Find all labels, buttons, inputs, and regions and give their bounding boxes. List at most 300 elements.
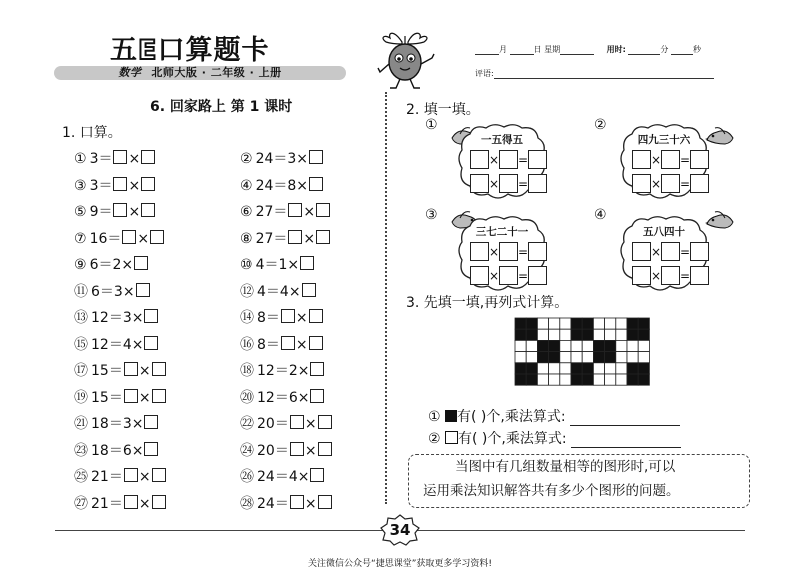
calc-problem bbox=[240, 307, 324, 327]
answer-box[interactable] bbox=[152, 495, 166, 509]
times-sign: × bbox=[489, 244, 500, 259]
grid-cell-black bbox=[549, 340, 560, 351]
second-field[interactable] bbox=[671, 45, 693, 55]
answer-box[interactable] bbox=[632, 150, 651, 169]
answer-box[interactable] bbox=[316, 203, 330, 217]
problem-number: ⑳ bbox=[240, 389, 254, 406]
problem-number: ⑫ bbox=[240, 283, 254, 300]
answer-box[interactable] bbox=[288, 203, 302, 217]
answer-box[interactable] bbox=[470, 266, 489, 285]
grid-cell-black bbox=[582, 363, 593, 374]
grid-cell-white bbox=[571, 340, 582, 351]
grid-cell-white bbox=[549, 329, 560, 340]
logo-e-letter: E bbox=[138, 35, 158, 66]
grid-cell-black bbox=[571, 318, 582, 329]
equals-sign: = bbox=[518, 152, 529, 167]
subject-label: 数学 bbox=[118, 66, 142, 79]
equals-sign: = bbox=[680, 176, 691, 191]
problem-expression: 3＝ bbox=[89, 151, 113, 167]
logo-text-1: 五 bbox=[110, 35, 138, 66]
grid-svg bbox=[514, 317, 650, 386]
grid-cell-white bbox=[593, 363, 604, 374]
grid-cell-white bbox=[605, 318, 616, 329]
answer-box[interactable] bbox=[470, 150, 489, 169]
grid-cell-black bbox=[605, 340, 616, 351]
day-label: 日 bbox=[533, 45, 542, 54]
problem-expression: 20＝ bbox=[257, 442, 289, 459]
grid-cell-black bbox=[582, 318, 593, 329]
problem-number: ⑰ bbox=[74, 363, 88, 379]
subject-bar bbox=[54, 66, 346, 80]
cloud-number: ③ bbox=[425, 207, 438, 223]
problem-expression: 18＝3× bbox=[91, 416, 144, 432]
answer-box[interactable] bbox=[690, 266, 709, 285]
grid-cell-white bbox=[537, 329, 548, 340]
grid-cell-white bbox=[616, 329, 627, 340]
problem-expression: 21＝ bbox=[91, 495, 123, 512]
cloud-number: ④ bbox=[594, 207, 607, 223]
answer-box[interactable] bbox=[122, 230, 136, 244]
answer-box[interactable] bbox=[113, 150, 127, 164]
equals-sign: = bbox=[518, 176, 529, 191]
problem-operator: × bbox=[138, 495, 151, 512]
problem-number: ③ bbox=[74, 177, 87, 194]
answer-box[interactable] bbox=[690, 174, 709, 193]
problem-operator: × bbox=[128, 151, 141, 167]
second-label: 秒 bbox=[692, 45, 701, 54]
grid-cell-black bbox=[526, 374, 537, 385]
grid-cell-black bbox=[537, 340, 548, 351]
answer-box[interactable] bbox=[281, 336, 295, 350]
problem-expression: 12＝6× bbox=[257, 389, 310, 406]
equation-row bbox=[632, 242, 709, 261]
cloud-number: ② bbox=[594, 117, 607, 133]
answer-box[interactable] bbox=[144, 309, 158, 323]
problem-expression: 6＝2× bbox=[89, 257, 134, 273]
answer-box[interactable] bbox=[141, 177, 155, 191]
grid-cell-white bbox=[616, 340, 627, 351]
problem-expression: 4＝4× bbox=[257, 283, 301, 300]
grid-cell-white bbox=[582, 352, 593, 363]
calc-problem bbox=[74, 281, 151, 301]
grid-cell-white bbox=[560, 352, 571, 363]
problem-operator: × bbox=[303, 230, 316, 247]
card-logo bbox=[110, 28, 269, 67]
problem-operator: × bbox=[138, 469, 151, 485]
answer-box[interactable] bbox=[281, 309, 295, 323]
answer-box[interactable] bbox=[470, 174, 489, 193]
answer-box[interactable] bbox=[113, 203, 127, 217]
q1-text: 有( )个,乘法算式: bbox=[457, 409, 566, 425]
q2-text: 有( )个,乘法算式: bbox=[458, 431, 567, 447]
q2-number: ② bbox=[428, 431, 441, 447]
q2-answer-line[interactable] bbox=[571, 433, 681, 448]
problem-expression: 24＝8× bbox=[255, 177, 309, 194]
grid-cell-white bbox=[537, 318, 548, 329]
times-sign: × bbox=[651, 268, 662, 283]
problem-operator: × bbox=[304, 442, 317, 459]
grid-cell-white bbox=[638, 340, 649, 351]
answer-box[interactable] bbox=[124, 468, 138, 482]
problem-number: ⑨ bbox=[74, 257, 87, 273]
problem-operator: × bbox=[304, 416, 317, 432]
calc-problem bbox=[240, 254, 315, 274]
answer-box[interactable] bbox=[470, 242, 489, 261]
answer-box[interactable] bbox=[309, 336, 323, 350]
logo-text-2: 口算题卡 bbox=[157, 35, 270, 66]
answer-box[interactable] bbox=[113, 177, 127, 191]
answer-box[interactable] bbox=[144, 442, 158, 456]
month-field[interactable] bbox=[475, 45, 499, 55]
grid-cell-black bbox=[605, 352, 616, 363]
page-number: 34 bbox=[389, 521, 411, 539]
answer-box[interactable] bbox=[152, 468, 166, 482]
problem-expression: 24＝4× bbox=[257, 469, 310, 485]
answer-box[interactable] bbox=[318, 442, 332, 456]
answer-box[interactable] bbox=[150, 230, 164, 244]
problem-expression: 24＝ bbox=[257, 495, 289, 512]
problem-number: ④ bbox=[240, 177, 253, 194]
problem-number: ⑲ bbox=[74, 389, 88, 406]
calc-problem bbox=[240, 493, 333, 513]
answer-box[interactable] bbox=[661, 174, 680, 193]
calc-problem bbox=[74, 466, 167, 486]
answer-box[interactable] bbox=[290, 442, 304, 456]
times-sign: × bbox=[489, 152, 500, 167]
grid-cell-black bbox=[571, 363, 582, 374]
grid-cell-white bbox=[560, 363, 571, 374]
grid-cell-black bbox=[593, 340, 604, 351]
answer-box[interactable] bbox=[144, 336, 158, 350]
grid-cell-black bbox=[627, 329, 638, 340]
calc-problem bbox=[74, 387, 167, 407]
answer-box[interactable] bbox=[288, 230, 302, 244]
answer-box[interactable] bbox=[152, 389, 166, 403]
answer-box[interactable] bbox=[152, 362, 166, 376]
lesson-title: 6. 回家路上 第 1 课时 bbox=[150, 99, 293, 115]
calc-problem bbox=[74, 413, 159, 433]
problem-number: ⑧ bbox=[240, 230, 253, 247]
calc-problem bbox=[74, 175, 156, 195]
times-sign: × bbox=[651, 152, 662, 167]
answer-box[interactable] bbox=[124, 495, 138, 509]
calc-problem bbox=[240, 175, 324, 195]
calc-problem bbox=[74, 334, 159, 354]
grid-cell-white bbox=[627, 352, 638, 363]
answer-box[interactable] bbox=[528, 174, 547, 193]
equation-row bbox=[470, 150, 547, 169]
answer-box[interactable] bbox=[528, 242, 547, 261]
answer-box[interactable] bbox=[528, 266, 547, 285]
week-label: 星期 bbox=[544, 45, 561, 54]
grid-cell-white bbox=[616, 363, 627, 374]
problem-number: ㉓ bbox=[74, 442, 88, 459]
grid-cell-white bbox=[616, 318, 627, 329]
grid-cell-black bbox=[627, 318, 638, 329]
section3-title: 3. 先填一填,再列式计算。 bbox=[406, 295, 569, 311]
answer-box[interactable] bbox=[528, 150, 547, 169]
grid-cell-white bbox=[582, 340, 593, 351]
answer-box[interactable] bbox=[661, 150, 680, 169]
problem-expression: 27＝ bbox=[255, 230, 288, 247]
equation-row bbox=[470, 266, 547, 285]
answer-box[interactable] bbox=[661, 242, 680, 261]
grid-cell-black bbox=[638, 363, 649, 374]
times-sign: × bbox=[489, 176, 500, 191]
equals-sign: = bbox=[680, 244, 691, 259]
problem-number: ⑥ bbox=[240, 204, 253, 220]
problem-expression: 15＝ bbox=[91, 389, 123, 406]
multiplication-rhyme: 一五得五 bbox=[481, 134, 523, 146]
comment-line bbox=[475, 68, 714, 79]
problem-operator: × bbox=[295, 336, 308, 353]
problem-expression: 4＝1× bbox=[255, 257, 300, 273]
answer-box[interactable] bbox=[690, 150, 709, 169]
grid-cell-white bbox=[549, 363, 560, 374]
grid-cell-black bbox=[515, 329, 526, 340]
calc-problem bbox=[240, 413, 333, 433]
problem-expression: 15＝ bbox=[91, 363, 123, 379]
answer-box[interactable] bbox=[310, 362, 324, 376]
grid-cell-black bbox=[627, 363, 638, 374]
section3-question2 bbox=[428, 428, 681, 448]
answer-box[interactable] bbox=[302, 283, 316, 297]
hint-box bbox=[408, 454, 750, 508]
problem-number: ⑮ bbox=[74, 336, 88, 353]
answer-box[interactable] bbox=[134, 256, 148, 270]
grid-cell-black bbox=[526, 329, 537, 340]
problem-operator: × bbox=[137, 230, 150, 247]
problem-expression: 6＝3× bbox=[91, 283, 135, 300]
answer-box[interactable] bbox=[309, 150, 323, 164]
hint-line1: 当图中有几组数量相等的图形时,可以 bbox=[455, 459, 676, 475]
answer-box[interactable] bbox=[136, 283, 150, 297]
grid-cell-white bbox=[638, 352, 649, 363]
problem-operator: × bbox=[128, 204, 141, 220]
answer-box[interactable] bbox=[499, 174, 518, 193]
calc-problem bbox=[240, 440, 333, 460]
grid-cell-white bbox=[605, 374, 616, 385]
hint-line2: 运用乘法知识解答共有多少个图形的问题。 bbox=[423, 483, 680, 499]
edition-label: 北师大版 · 二年级 · 上册 bbox=[151, 66, 282, 79]
problem-number: ② bbox=[240, 151, 253, 167]
equals-sign: = bbox=[518, 268, 529, 283]
times-sign: × bbox=[489, 268, 500, 283]
grid-cell-black bbox=[515, 318, 526, 329]
problem-operator: × bbox=[128, 177, 141, 194]
answer-box[interactable] bbox=[318, 415, 332, 429]
grid-cell-black bbox=[638, 329, 649, 340]
problem-number: ㉖ bbox=[240, 469, 254, 485]
calc-problem bbox=[240, 281, 317, 301]
problem-expression: 12＝2× bbox=[257, 363, 310, 379]
grid-cell-white bbox=[549, 318, 560, 329]
answer-box[interactable] bbox=[124, 389, 138, 403]
answer-box[interactable] bbox=[290, 415, 304, 429]
grid-cell-white bbox=[515, 340, 526, 351]
equation-row bbox=[632, 174, 709, 193]
multiplication-rhyme: 三七二十一 bbox=[475, 226, 529, 238]
problem-number: ⑭ bbox=[240, 310, 254, 326]
calc-problem bbox=[74, 148, 156, 168]
grid-cell-white bbox=[560, 318, 571, 329]
column-divider bbox=[385, 92, 387, 504]
answer-box[interactable] bbox=[661, 266, 680, 285]
calc-problem bbox=[240, 360, 325, 380]
problem-expression: 8＝ bbox=[257, 336, 280, 353]
problem-expression: 24＝3× bbox=[255, 151, 309, 167]
grid-cell-black bbox=[526, 363, 537, 374]
grid-cell-white bbox=[616, 352, 627, 363]
grid-cell-black bbox=[582, 329, 593, 340]
q1-answer-line[interactable] bbox=[570, 411, 680, 426]
problem-number: ⑩ bbox=[240, 257, 253, 273]
times-sign: × bbox=[651, 244, 662, 259]
radish-mascot-icon bbox=[372, 28, 440, 90]
problem-expression: 12＝4× bbox=[91, 336, 144, 353]
grid-cell-black bbox=[571, 374, 582, 385]
answer-box[interactable] bbox=[690, 242, 709, 261]
answer-box[interactable] bbox=[632, 242, 651, 261]
minute-label: 分 bbox=[660, 45, 669, 54]
answer-box[interactable] bbox=[499, 150, 518, 169]
grid-cell-white bbox=[571, 352, 582, 363]
grid-cell-black bbox=[582, 374, 593, 385]
q1-number: ① bbox=[428, 409, 441, 425]
black-square-icon bbox=[445, 410, 457, 422]
calc-problem bbox=[240, 466, 325, 486]
problem-expression: 12＝3× bbox=[91, 310, 144, 326]
problem-number: ⑯ bbox=[240, 336, 254, 353]
answer-box[interactable] bbox=[309, 177, 323, 191]
grid-cell-white bbox=[549, 374, 560, 385]
grid-cell-white bbox=[560, 374, 571, 385]
equation-row bbox=[470, 242, 547, 261]
grid-cell-white bbox=[593, 374, 604, 385]
answer-box[interactable] bbox=[141, 150, 155, 164]
answer-box[interactable] bbox=[141, 203, 155, 217]
pattern-grid bbox=[514, 317, 650, 390]
month-label: 月 bbox=[499, 45, 507, 54]
answer-box[interactable] bbox=[632, 266, 651, 285]
problem-operator: × bbox=[138, 363, 151, 379]
grid-cell-black bbox=[537, 352, 548, 363]
calc-problem bbox=[240, 334, 324, 354]
answer-box[interactable] bbox=[316, 230, 330, 244]
section3-question1 bbox=[428, 406, 680, 426]
calc-problem bbox=[74, 201, 156, 221]
problem-expression: 9＝ bbox=[89, 204, 113, 220]
grid-cell-black bbox=[549, 352, 560, 363]
equation-row bbox=[632, 266, 709, 285]
calc-problem bbox=[240, 201, 331, 221]
problem-operator: × bbox=[295, 310, 308, 326]
problem-number: ⑬ bbox=[74, 310, 88, 326]
problem-expression: 21＝ bbox=[91, 469, 123, 485]
cloud-number: ① bbox=[425, 117, 438, 133]
problem-operator: × bbox=[138, 389, 151, 406]
answer-box[interactable] bbox=[300, 256, 314, 270]
problem-expression: 18＝6× bbox=[91, 442, 144, 459]
problem-number: ⑱ bbox=[240, 363, 254, 379]
problem-expression: 3＝ bbox=[89, 177, 113, 194]
answer-box[interactable] bbox=[318, 495, 332, 509]
minute-field[interactable] bbox=[628, 45, 660, 55]
calc-problem bbox=[240, 228, 331, 248]
problem-number: ⑪ bbox=[74, 283, 88, 300]
week-field[interactable] bbox=[560, 45, 594, 55]
problem-operator: × bbox=[304, 495, 317, 512]
white-square-icon bbox=[445, 431, 458, 444]
answer-box[interactable] bbox=[499, 266, 518, 285]
answer-box[interactable] bbox=[632, 174, 651, 193]
times-sign: × bbox=[651, 176, 662, 191]
grid-cell-white bbox=[526, 352, 537, 363]
grid-cell-white bbox=[526, 340, 537, 351]
answer-box[interactable] bbox=[124, 362, 138, 376]
answer-box[interactable] bbox=[310, 389, 324, 403]
answer-box[interactable] bbox=[309, 309, 323, 323]
comment-label: 评语: bbox=[475, 69, 494, 78]
problem-expression: 27＝ bbox=[255, 204, 288, 220]
grid-cell-black bbox=[593, 352, 604, 363]
calc-problem bbox=[74, 228, 165, 248]
grid-cell-white bbox=[515, 352, 526, 363]
day-field[interactable] bbox=[510, 45, 534, 55]
calc-problem bbox=[74, 360, 167, 380]
grid-cell-black bbox=[638, 374, 649, 385]
answer-box[interactable] bbox=[144, 415, 158, 429]
equals-sign: = bbox=[680, 268, 691, 283]
answer-box[interactable] bbox=[499, 242, 518, 261]
calc-problem bbox=[74, 254, 149, 274]
multiplication-rhyme: 五八四十 bbox=[643, 226, 685, 238]
grid-cell-white bbox=[560, 340, 571, 351]
grid-cell-white bbox=[593, 329, 604, 340]
problem-operator: × bbox=[303, 204, 316, 220]
grid-cell-white bbox=[605, 363, 616, 374]
answer-box[interactable] bbox=[290, 495, 304, 509]
grid-cell-black bbox=[571, 329, 582, 340]
calc-problem bbox=[240, 148, 324, 168]
grid-cell-black bbox=[515, 363, 526, 374]
footer-text: 关注微信公众号“捷思课堂”获取更多学习资料! bbox=[308, 559, 492, 569]
answer-box[interactable] bbox=[310, 468, 324, 482]
problem-expression: 20＝ bbox=[257, 416, 289, 432]
grid-cell-black bbox=[638, 318, 649, 329]
section2-title: 2. 填一填。 bbox=[406, 102, 480, 118]
grid-cell-white bbox=[593, 318, 604, 329]
grid-cell-black bbox=[526, 318, 537, 329]
grid-cell-white bbox=[616, 374, 627, 385]
grid-cell-black bbox=[627, 374, 638, 385]
comment-field[interactable] bbox=[494, 69, 714, 79]
grid-cell-white bbox=[605, 329, 616, 340]
problem-number: ㉕ bbox=[74, 469, 88, 485]
section1-title: 1. 口算。 bbox=[62, 125, 122, 141]
problem-expression: 8＝ bbox=[257, 310, 280, 326]
equals-sign: = bbox=[680, 152, 691, 167]
problem-number: ① bbox=[74, 151, 87, 167]
problem-number: ㉗ bbox=[74, 495, 88, 512]
calc-problem bbox=[240, 387, 325, 407]
grid-cell-white bbox=[627, 340, 638, 351]
equals-sign: = bbox=[518, 244, 529, 259]
problem-expression: 16＝ bbox=[89, 230, 122, 247]
calc-problem bbox=[74, 493, 167, 513]
grid-cell-white bbox=[560, 329, 571, 340]
grid-cell-white bbox=[537, 374, 548, 385]
